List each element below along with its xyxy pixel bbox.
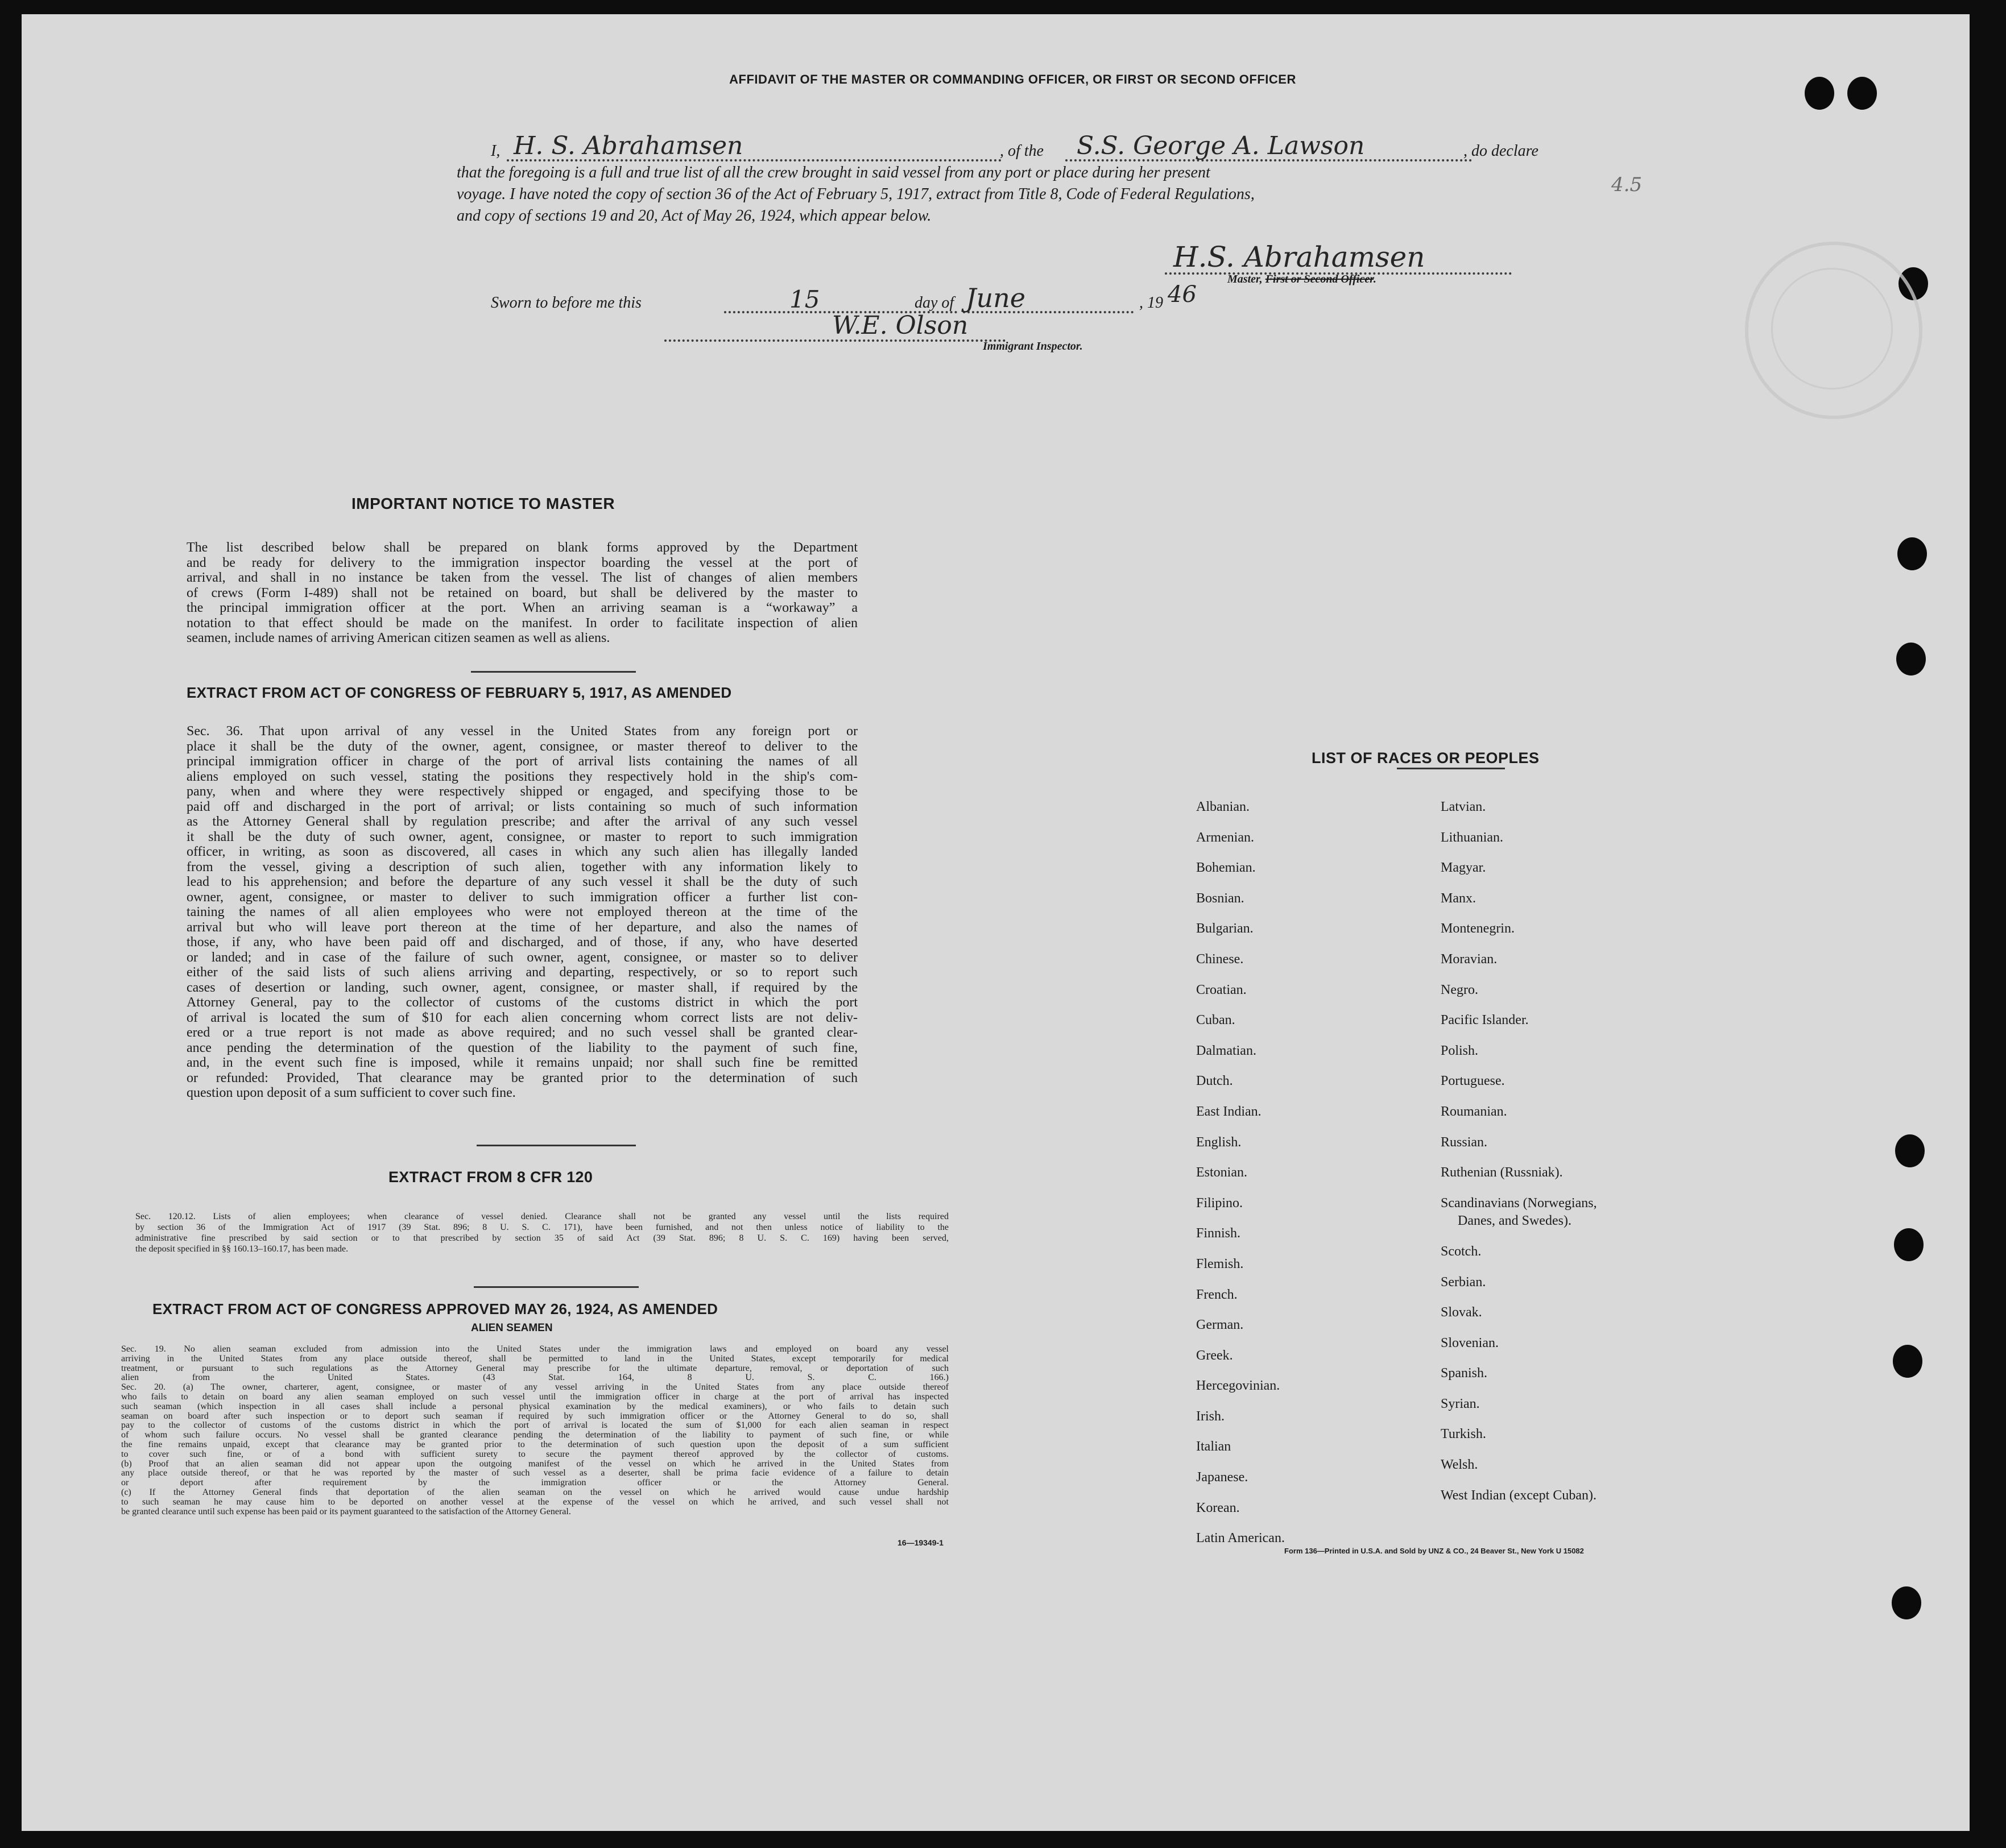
master-name: H. S. Abrahamsen [514,131,743,160]
sworn-day: 15 [789,285,820,313]
race-item: Greek. [1196,1348,1233,1363]
race-item: Bohemian. [1196,860,1256,876]
race-item: Magyar. [1441,860,1486,876]
race-item: Portuguese. [1441,1074,1505,1089]
form-code: 16—19349-1 [897,1538,944,1547]
extract-1917-line: either of the said lists of such aliens arriving and departing, respectively, or so to report such [187,965,858,980]
notice-line: notation to that effect should be made on the manifest. In order to facilitate inspection of alien [187,615,858,631]
extract-1917-lines [187,724,858,1101]
day-of-label: day of [915,294,954,312]
caption-master: Master, [1227,273,1263,285]
race-item: Scandinavians (Norwegians, [1441,1195,1597,1211]
document-page [22,14,1970,1831]
affidavit-title: AFFIDAVIT OF THE MASTER OR COMMANDING OFFICER, OR FIRST OR SECOND OFFICER [729,72,1296,86]
extract-cfr-line: Sec. 120.12. Lists of alien employees; when clearance of vessel denied. Clearance shall not be granted any vessel until the lists required [135,1212,949,1221]
race-item: Chinese. [1196,951,1244,967]
binder-hole [1897,537,1927,570]
extract-1917-line: paid off and discharged in the port of arrival; or lists containing so much of such information [187,799,858,814]
races-left-column [1196,792,1285,1554]
race-item: Dalmatian. [1196,1043,1256,1058]
extract-cfr-line: administrative fine prescribed by said section or to that prescribed by section 35 of said Act (39 Stat. 896; 8 U. S. C. 169) having been served, [135,1233,949,1243]
race-item: Roumanian. [1441,1104,1507,1119]
race-item: Ruthenian (Russniak). [1441,1165,1563,1180]
signature-caption: Master, First or Second Officer. [1227,273,1376,285]
extract-1924-line: who fails to detain on board any alien seaman employed on such vessel until the immigration officer in charge at the port of arrival has inspected [121,1391,949,1402]
affidavit-declaration [457,131,1549,229]
notice-body [187,540,858,646]
extract-1917-line: and, in the event such fine is imposed, while it remains unpaid; nor shall such fine be remitted [187,1055,858,1070]
race-item: Serbian. [1441,1274,1486,1290]
notice-line: of crews (Form I-489) shall not be retained on board, but shall be delivered by the master to [187,585,858,600]
of-the-label: , of the [1000,142,1044,160]
extract-1917-line: aliens employed on such vessel, stating the positions they respectively hold in the ship's com- [187,769,858,784]
declaration-line-3: and copy of sections 19 and 20, Act of May 26, 1924, which appear below. [457,207,932,225]
extract-1917-line: Attorney General, pay to the collector of customs of the customs district in which the port [187,995,858,1010]
race-item: Slovak. [1441,1305,1482,1320]
extract-1917-line: it shall be the duty of such owner, agent, consignee, or master to report to such immigration [187,829,858,844]
printer-footer: Form 136—Printed in U.S.A. and Sold by UNZ & CO., 24 Beaver St., New York U 15082 [1284,1547,1584,1555]
inspector-caption: Immigrant Inspector. [983,340,1083,353]
extract-1924-line: any place outside thereof, or that he was reported by the master of such vessel as a deserter, shall be prima facie evidence of a failure to detain [121,1468,949,1478]
extract-1924-subtitle: ALIEN SEAMEN [471,1322,553,1334]
extract-1917-line: from the vessel, giving a description of such alien, together with any information likely to [187,859,858,875]
race-item: German. [1196,1317,1244,1333]
section-divider [474,1286,639,1288]
sworn-statement [491,281,1230,316]
notice-line: and be ready for delivery to the immigration inspector boarding the vessel at the port of [187,555,858,570]
race-item: Bulgarian. [1196,921,1254,937]
extract-1924-line: to such seaman he may cause him to be deported on another vessel at the expense of the vessel on which he arrived, and such vessel shall not [121,1497,949,1507]
extract-1917-line: ered or a true report is not made as above required; and no such vessel shall be granted clear- [187,1025,858,1040]
binder-hole [1892,1586,1921,1619]
sworn-label: Sworn to before me this [491,294,642,312]
extract-1924-line: arriving in the United States from any place outside thereof, shall be permitted to land in the United States, except temporarily for medical [121,1353,949,1364]
extract-1924-title: EXTRACT FROM ACT OF CONGRESS APPROVED MAY 26, 1924, AS AMENDED [152,1300,718,1317]
inspector-signature: W.E. Olson [832,311,969,340]
sworn-month: June [966,283,1025,313]
extract-1917-line: those, if any, who have been paid off and discharged, and of those, if any, who have deserted [187,935,858,950]
race-item: East Indian. [1196,1104,1261,1119]
race-item: Flemish. [1196,1256,1244,1271]
extract-1917-line: of arrival is located the sum of $10 for each alien concerning whom correct lists are not deliv- [187,1010,858,1025]
notice-line: The list described below shall be prepared on blank forms approved by the Department [187,540,858,555]
extract-1924-line: the fine remains unpaid, except that clearance may be granted prior to the determination of such question upon the deposit of a sum sufficient [121,1439,949,1449]
extract-1917-line: Sec. 36. That upon arrival of any vessel in the United States from any foreign port or [187,724,858,739]
extract-1924-line: to cover such fine, or of a bond with sufficient surety to secure the payment thereof approved by the collector of customs. [121,1449,949,1459]
race-item: Moravian. [1441,951,1498,967]
extract-1917-title: EXTRACT FROM ACT OF CONGRESS OF FEBRUARY 5, 1917, AS AMENDED [187,684,732,701]
extract-1924-line: pay to the collector of customs of the customs district in which the port of arrival is located the sum of $1,000 for each alien seaman in respect [121,1420,949,1431]
race-item: Dutch. [1196,1074,1233,1089]
declare-label: , do declare [1463,142,1538,160]
race-item: Korean. [1196,1500,1240,1515]
race-item: Latvian. [1441,799,1486,814]
race-item: Armenian. [1196,830,1254,845]
race-item: Albanian. [1196,799,1250,814]
race-item: Polish. [1441,1043,1479,1058]
extract-cfr-line: the deposit specified in §§ 160.13–160.17, has been made. [135,1244,349,1254]
declaration-line-2: voyage. I have noted the copy of section 36 of the Act of February 5, 1917, extract from Title 8, Code of Federal Regulations, [457,185,1255,203]
extract-1917-body [187,724,858,1101]
section-divider [1397,768,1505,769]
race-item: Pacific Islander. [1441,1013,1529,1028]
notice-lines [187,540,858,646]
extract-1917-line: officer, in writing, as soon as discovered, all cases in which any such alien has illegally landed [187,844,858,859]
race-item: Manx. [1441,890,1476,906]
extract-1917-line: arrival but who will leave port thereon at the time of her departure, and also the names of [187,919,858,935]
vessel-name: S.S. George A. Lawson [1077,131,1365,160]
extract-1924-body [121,1345,949,1516]
race-item: Welsh. [1441,1457,1478,1473]
extract-1924-line: of whom such failure occurs. No vessel shall be granted clearance pending the determination of the liability to payment of such fine, or while [121,1430,949,1440]
extract-cfr-line: by section 36 of the Immigration Act of 1917 (39 Stat. 896; 8 U. S. C. 171), have been furnished, and not then unless notice of liability to the [135,1223,949,1232]
race-item: Scotch. [1441,1244,1482,1259]
declarant-prefix: I, [491,142,501,160]
declaration-line-1: that the foregoing is a full and true list of all the crew brought in said vessel from any port or place during her present [457,164,1210,181]
extract-1917-line: or landed; and in case of the failure of such owner, agent, consignee, or master so to deliver [187,950,858,965]
race-item: Syrian. [1441,1396,1480,1411]
extract-1917-line: taining the names of all alien employees who were not employed thereon at the time of the [187,905,858,919]
extract-1924-line: be granted clearance until such expense has been paid or its payment guaranteed to the satisfaction of the Attorney General. [121,1506,571,1516]
extract-1924-line: (b) Proof that an alien seaman did not appear upon the outgoing manifest of the vessel on which he arrived in the United States from [121,1458,949,1469]
race-item: Irish. [1196,1408,1225,1424]
notice-line: arrival, and shall in no instance be taken from the vessel. The list of changes of alien members [187,570,858,585]
year-suffix: 46 [1168,281,1197,308]
extract-1924-line: Sec. 19. No alien seaman excluded from admission into the United States under the immigration laws and employed on board any vessel [121,1344,949,1354]
race-item: West Indian (except Cuban). [1441,1487,1596,1503]
section-divider [471,671,636,673]
extract-1917-line: place it shall be the duty of the owner, agent, consignee, or master thereof to deliver to the [187,739,858,754]
caption-struck-officer: First or Second Officer [1265,273,1374,285]
extract-1917-line: owner, agent, consignee, or master to deliver to such immigration officer a further list con- [187,889,858,905]
race-item: Cuban. [1196,1013,1235,1028]
extract-1924-line: or deport after requirement by the immigration officer or the Attorney General. [121,1478,949,1488]
race-item: Finnish. [1196,1226,1241,1241]
race-item: Croatian. [1196,982,1247,997]
extract-1924-lines [121,1345,949,1516]
race-item: Italian [1196,1439,1231,1455]
race-item: Bosnian. [1196,890,1244,906]
extract-1917-line: question upon deposit of a sum sufficient to cover such fine. [187,1085,516,1100]
races-title: LIST OF RACES OR PEOPLES [1312,749,1540,766]
extract-cfr-lines [135,1211,949,1254]
binder-hole [1896,643,1926,676]
extract-1917-line: or refunded: Provided, That clearance may be granted prior to the determination of such [187,1070,858,1085]
race-item: Danes, and Swedes). [1458,1213,1571,1229]
extract-1924-line: seaman on board after such inspection or to deport such seaman if required by such immigration officer or the Attorney General to do so, shall [121,1411,949,1421]
binder-hole [1895,1134,1925,1167]
race-item: Turkish. [1441,1427,1486,1442]
race-item: Estonian. [1196,1165,1247,1180]
binder-hole [1894,1228,1924,1261]
extract-1924-line: Sec. 20. (a) The owner, charterer, agent, consignee, or master of any vessel arriving in the United States from any place outside thereof [121,1382,949,1393]
races-right-column [1441,792,1597,1511]
extract-1924-line: (c) If the Attorney General finds that deportation of the alien seaman on the vessel on which he arrived would cause undue hardship [121,1487,949,1497]
extract-1924-line: treatment, or pursuant to such regulations as the Attorney General may prescribe for the ultimate departure, removal, or deportation of such [121,1363,949,1373]
extract-1917-line: pany, when and where they were respectively shipped or engaged, and specifying those to be [187,784,858,799]
extract-cfr-body [135,1211,949,1254]
race-item: Japanese. [1196,1470,1248,1485]
extract-1917-line: as the Attorney General shall by regulation prescribe; and after the arrival of any such vessel [187,814,858,829]
extract-1924-line: alien from the United States. (43 Stat. 164, 8 U. S. C. 166.) [121,1373,949,1383]
race-item: Russian. [1441,1134,1488,1150]
notice-line: the principal immigration officer at the port. When an arriving seaman is a “workaway” a [187,600,858,615]
extract-1917-line: cases of desertion or landing, such owner, agent, consignee, or master shall, if required by the [187,980,858,995]
race-item: Spanish. [1441,1366,1488,1381]
race-item: Montenegrin. [1441,921,1515,937]
extract-1924-line: such seaman (which inspection in all cases shall include a personal physical examination by the medical examiners), or who fails to detain such [121,1401,949,1411]
extract-1917-line: lead to his apprehension; and before the departure of any such vessel it shall be the duty of such [187,875,858,889]
race-item: Hercegovinian. [1196,1378,1280,1394]
extract-1917-line: ance pending the determination of the question of the liability to the payment of such fine, [187,1040,858,1055]
notice-line: seamen, include names of arriving American citizen seamen as well as aliens. [187,631,610,645]
race-item: Latin American. [1196,1531,1285,1546]
margin-mark: 4.5 [1611,173,1643,196]
binder-hole [1893,1345,1922,1378]
race-item: Lithuanian. [1441,830,1503,845]
race-item: Slovenian. [1441,1335,1499,1350]
year-prefix: , 19 [1139,294,1163,312]
master-signature: H.S. Abrahamsen [1173,241,1425,274]
race-item: Negro. [1441,982,1478,997]
race-item: French. [1196,1287,1238,1302]
extract-1917-line: principal immigration officer in charge of the port of arrival lists containing the names of all [187,754,858,769]
extract-cfr-title: EXTRACT FROM 8 CFR 120 [388,1169,593,1186]
section-divider [477,1145,636,1146]
seal-stamp [1745,242,1922,419]
race-item: Filipino. [1196,1195,1243,1211]
race-item: English. [1196,1134,1242,1150]
notice-title: IMPORTANT NOTICE TO MASTER [351,495,615,512]
